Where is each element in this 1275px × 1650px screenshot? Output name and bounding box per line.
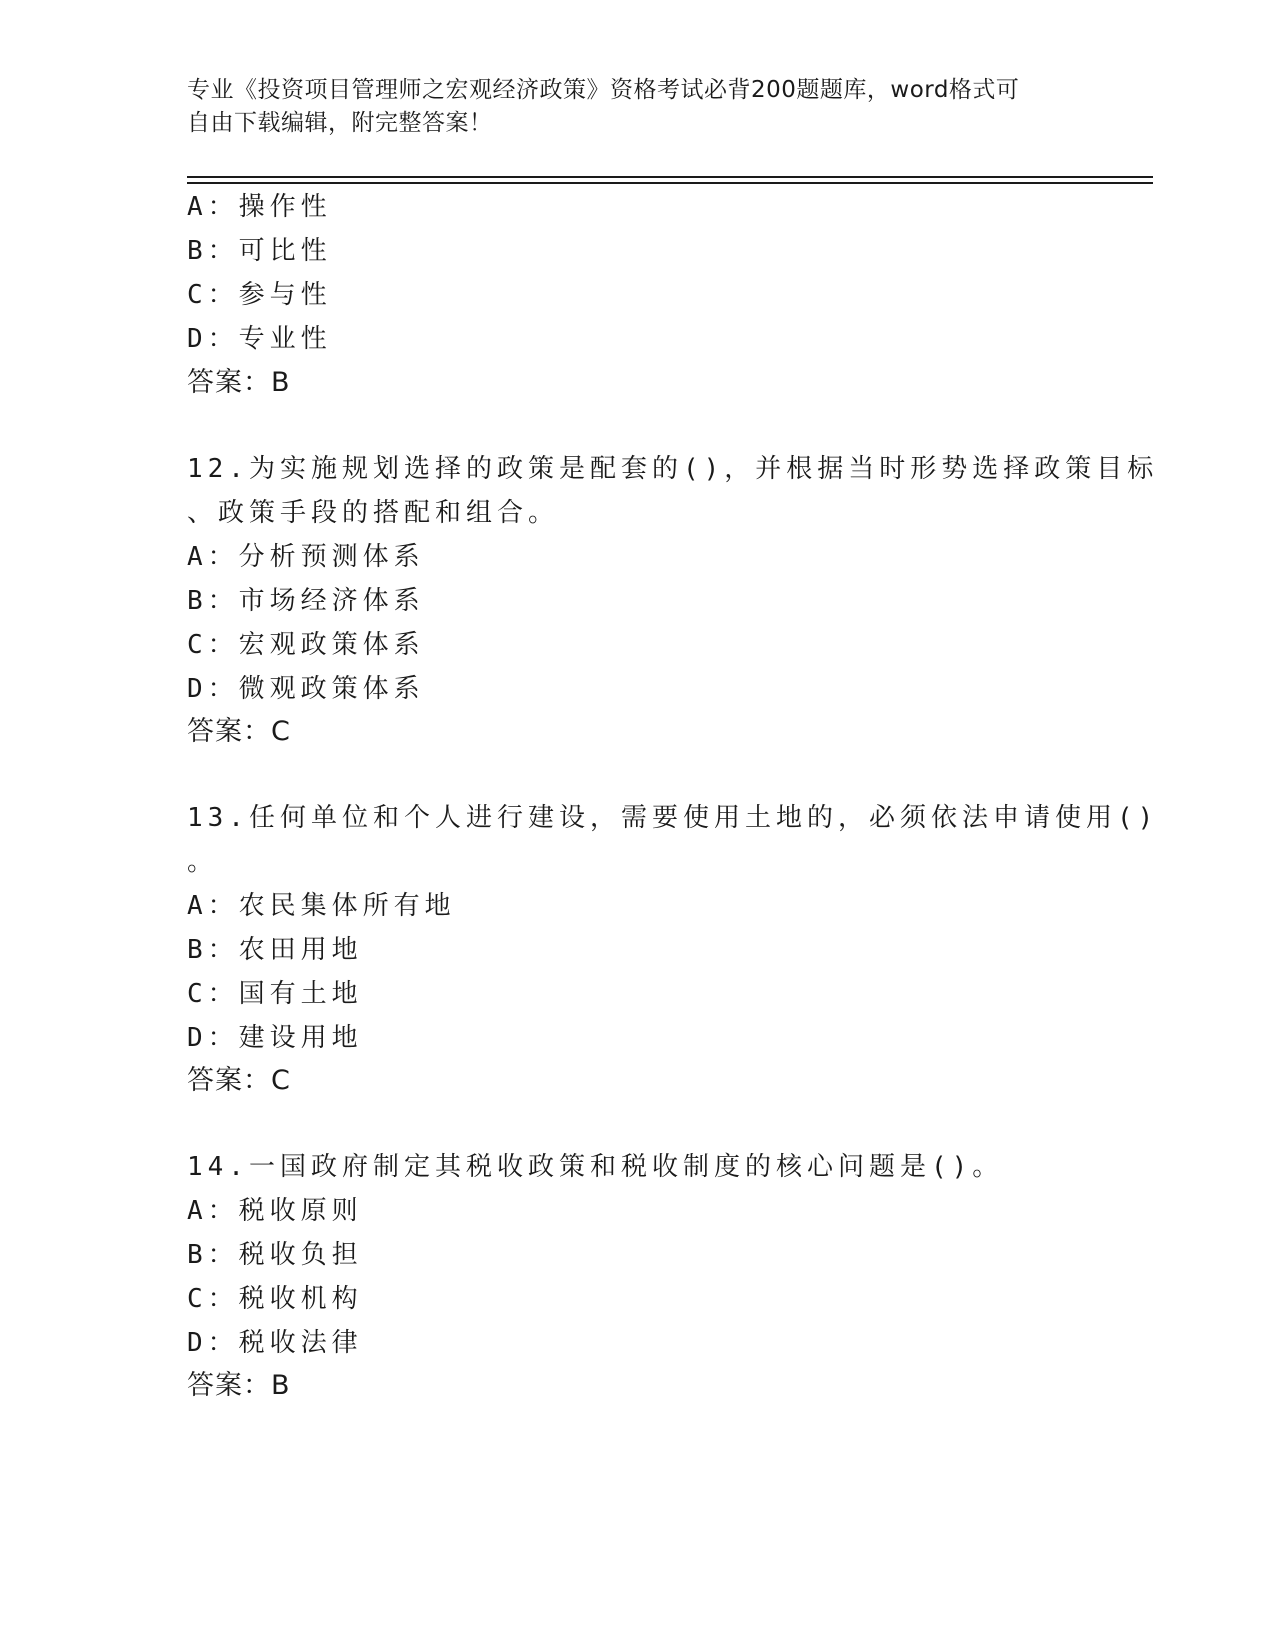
header-title-line-1: 专业《投资项目管理师之宏观经济政策》资格考试必背200题题库，word格式可 — [187, 77, 1020, 103]
q12-option-a: A：分析预测体系 — [187, 542, 425, 572]
q13-option-c: C：国有土地 — [187, 979, 363, 1009]
q11-option-a: A：操作性 — [187, 192, 332, 222]
document-header — [187, 74, 1087, 140]
q11-option-c: C：参与性 — [187, 280, 332, 310]
q11-option-d: D：专业性 — [187, 324, 332, 354]
q13-stem-line-2: 。 — [187, 847, 219, 877]
q11-option-b: B：可比性 — [187, 236, 332, 266]
header-divider-top — [187, 176, 1153, 178]
q14-option-c: C：税收机构 — [187, 1284, 363, 1314]
q12-option-c: C：宏观政策体系 — [187, 630, 425, 660]
q13-option-b: B：农田用地 — [187, 935, 363, 965]
q13-stem-line-1: 13.任何单位和个人进行建设，需要使用土地的，必须依法申请使用() — [187, 803, 1159, 833]
q12-stem-line-1: 12.为实施规划选择的政策是配套的()，并根据当时形势选择政策目标 — [187, 454, 1159, 484]
q14-option-b: B：税收负担 — [187, 1240, 363, 1270]
q13-option-a: A：农民集体所有地 — [187, 891, 456, 921]
q12-answer: 答案：C — [187, 716, 291, 747]
q14-option-a: A：税收原则 — [187, 1196, 363, 1226]
q11-answer: 答案：B — [187, 367, 291, 398]
q12-option-d: D：微观政策体系 — [187, 674, 425, 704]
q13-option-d: D：建设用地 — [187, 1023, 363, 1053]
q12-stem-line-2: 、政策手段的搭配和组合。 — [187, 498, 560, 528]
q14-stem-line-1: 14.一国政府制定其税收政策和税收制度的核心问题是()。 — [187, 1152, 1004, 1182]
q12-option-b: B：市场经济体系 — [187, 586, 425, 616]
header-title-line-2: 自由下载编辑，附完整答案！ — [187, 110, 493, 136]
q13-answer: 答案：C — [187, 1065, 291, 1096]
q14-option-d: D：税收法律 — [187, 1328, 363, 1358]
q14-answer: 答案：B — [187, 1370, 291, 1401]
header-divider-bottom — [187, 182, 1153, 184]
